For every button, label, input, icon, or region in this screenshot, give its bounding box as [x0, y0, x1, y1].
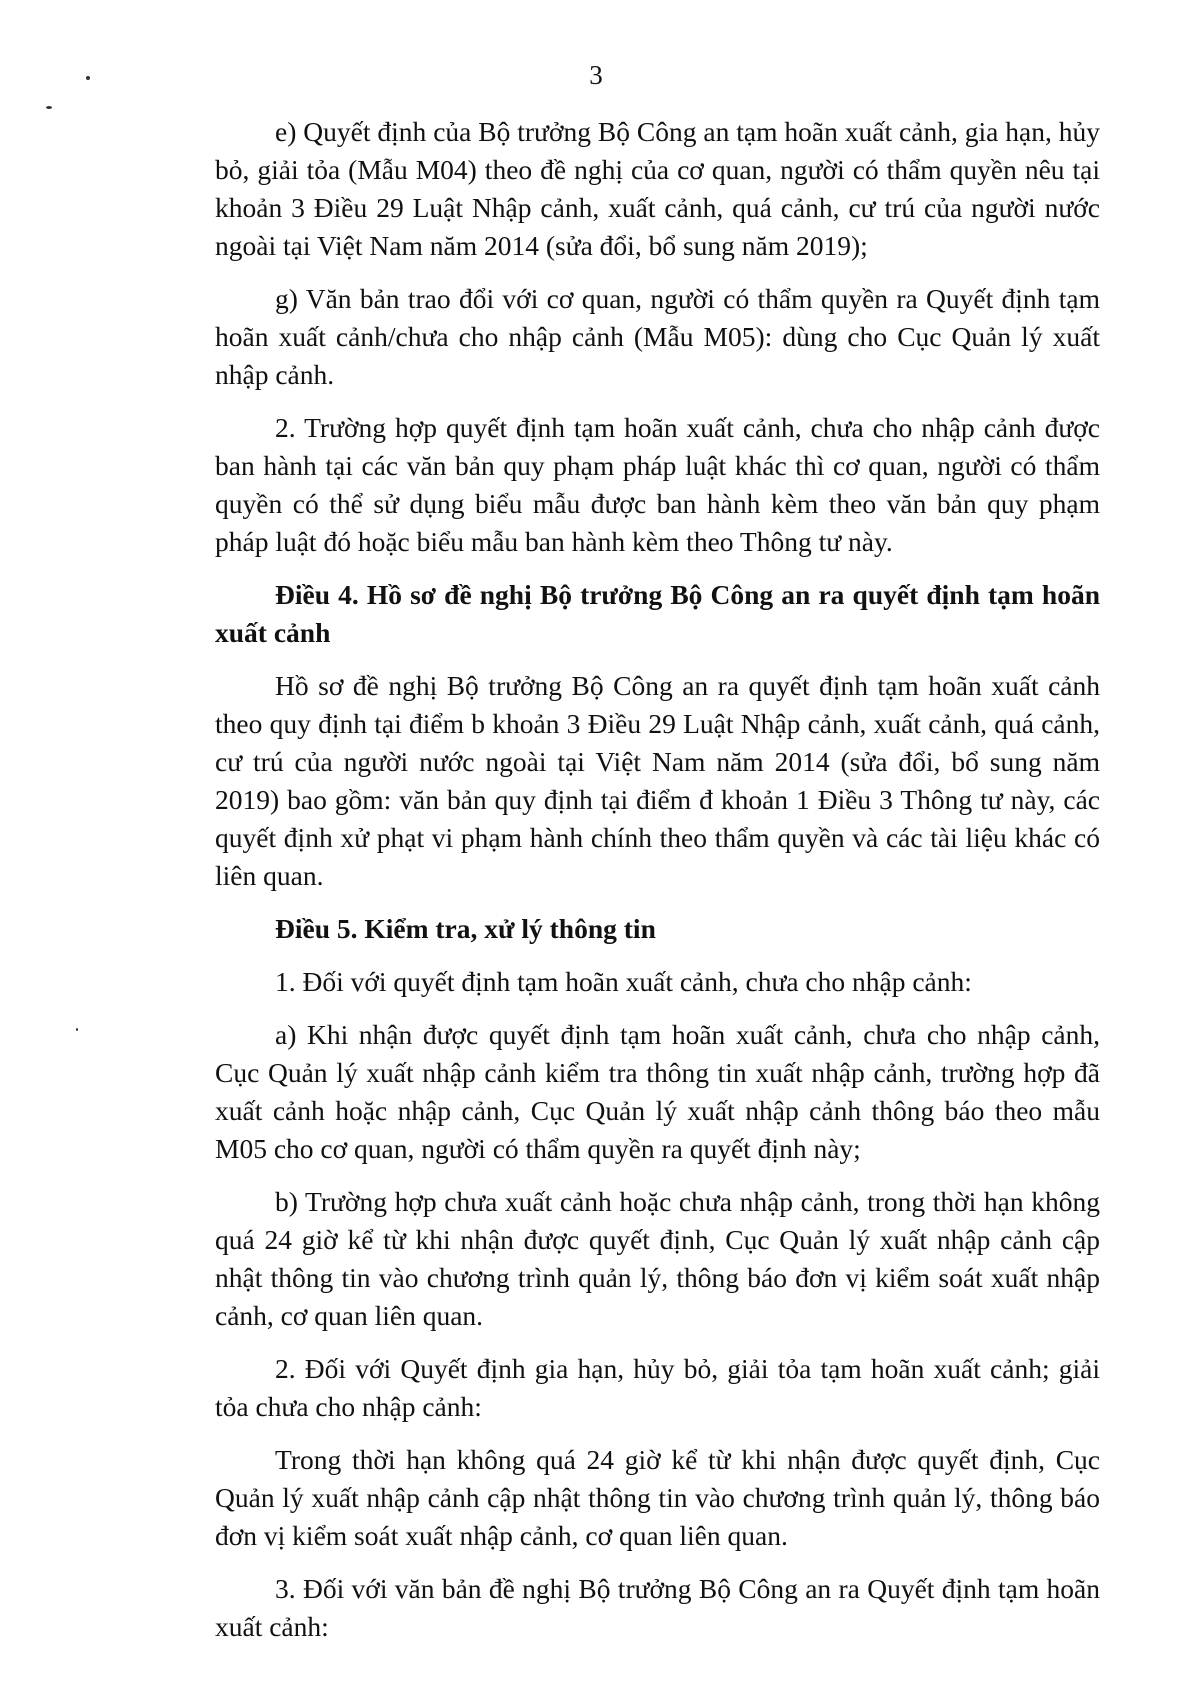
article-4-body: Hồ sơ đề nghị Bộ trưởng Bộ Công an ra quyết định tạm hoãn xuất cảnh theo quy định tại điểm b khoản 3 Điều 29 Luật Nhập cảnh, xuất cảnh, quá cảnh, cư trú của người nước ngoài tại Việt Nam năm 2014 (sửa đổi, bổ sung năm 2019) bao gồm: văn bản quy định tại điểm đ khoản 1 Điều 3 Thông tư này, các quyết định xử phạt vi phạm hành chính theo thẩm quyền và các tài liệu khác có liên quan. — [215, 670, 1100, 891]
article-5-item-2-body: Trong thời hạn không quá 24 giờ kể từ khi nhận được quyết định, Cục Quản lý xuất nhập cảnh cập nhật thông tin vào chương trình quản lý, thông báo đơn vị kiểm soát xuất nhập cảnh, cơ quan liên quan. — [215, 1444, 1100, 1551]
article-5-heading: Điều 5. Kiểm tra, xử lý thông tin — [275, 913, 656, 944]
scan-speck — [46, 106, 52, 109]
clause-e: e) Quyết định của Bộ trưởng Bộ Công an tạm hoãn xuất cảnh, gia hạn, hủy bỏ, giải tỏa (Mẫu M04) theo đề nghị của cơ quan, người có thẩm quyền nêu tại khoản 3 Điều 29 Luật Nhập cảnh, xuất cảnh, quá cảnh, cư trú của người nước ngoài tại Việt Nam năm 2014 (sửa đổi, bổ sung năm 2019); — [215, 116, 1100, 261]
document-body — [215, 113, 1100, 1646]
page-number: 3 — [589, 60, 603, 90]
article-5-item-3: 3. Đối với văn bản đề nghị Bộ trưởng Bộ Công an ra Quyết định tạm hoãn xuất cảnh: — [215, 1573, 1100, 1642]
article-5-item-1a: a) Khi nhận được quyết định tạm hoãn xuất cảnh, chưa cho nhập cảnh, Cục Quản lý xuất nhập cảnh kiểm tra thông tin xuất nhập cảnh, trường hợp đã xuất cảnh hoặc nhập cảnh, Cục Quản lý xuất nhập cảnh thông báo theo mẫu M05 cho cơ quan, người có thẩm quyền ra quyết định này; — [215, 1019, 1100, 1164]
item-2: 2. Trường hợp quyết định tạm hoãn xuất cảnh, chưa cho nhập cảnh được ban hành tại các văn bản quy phạm pháp luật khác thì cơ quan, người có thẩm quyền có thể sử dụng biểu mẫu được ban hành kèm theo văn bản quy phạm pháp luật đó hoặc biểu mẫu ban hành kèm theo Thông tư này. — [215, 412, 1100, 557]
scan-speck — [76, 1028, 78, 1031]
article-5-item-2: 2. Đối với Quyết định gia hạn, hủy bỏ, giải tỏa tạm hoãn xuất cảnh; giải tỏa chưa cho nhập cảnh: — [215, 1353, 1100, 1422]
article-5-item-1b: b) Trường hợp chưa xuất cảnh hoặc chưa nhập cảnh, trong thời hạn không quá 24 giờ kể từ khi nhận được quyết định, Cục Quản lý xuất nhập cảnh cập nhật thông tin vào chương trình quản lý, thông báo đơn vị kiểm soát xuất nhập cảnh, cơ quan liên quan. — [215, 1186, 1100, 1331]
article-5-item-1: 1. Đối với quyết định tạm hoãn xuất cảnh, chưa cho nhập cảnh: — [275, 966, 972, 997]
article-4-heading: Điều 4. Hồ sơ đề nghị Bộ trưởng Bộ Công an ra quyết định tạm hoãn xuất cảnh — [215, 579, 1100, 648]
clause-g: g) Văn bản trao đổi với cơ quan, người có thẩm quyền ra Quyết định tạm hoãn xuất cảnh/chưa cho nhập cảnh (Mẫu M05): dùng cho Cục Quản lý xuất nhập cảnh. — [215, 283, 1100, 390]
